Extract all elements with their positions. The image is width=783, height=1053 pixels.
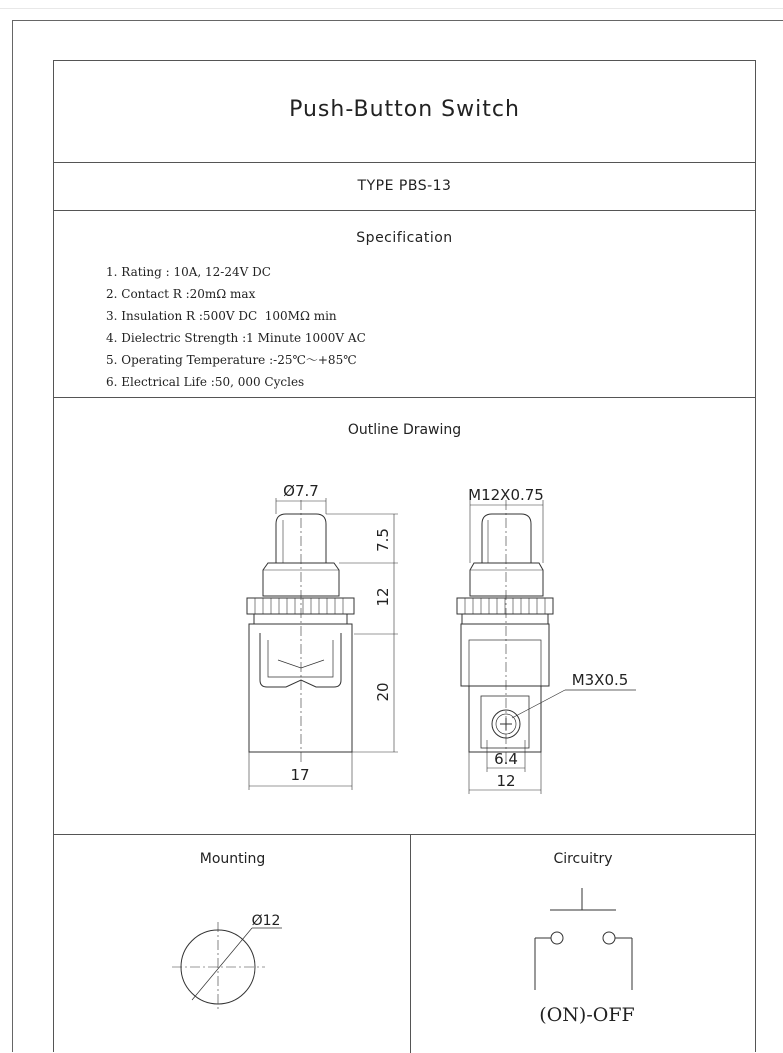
spec-item: 3. Insulation R :500V DC 100MΩ min	[106, 309, 337, 323]
mounting-hole-label: Ø12	[251, 913, 281, 929]
dim-body-width: 17	[290, 766, 310, 784]
spec-item: 4. Dielectric Strength :1 Minute 1000V AC	[106, 331, 366, 345]
page-title: Push-Button Switch	[289, 97, 520, 122]
circuit-label: (ON)-OFF	[539, 1004, 635, 1026]
dim-bushing-height: 12	[374, 587, 392, 607]
spec-item: 2. Contact R :20mΩ max	[106, 287, 256, 301]
specification-heading: Specification	[356, 230, 453, 246]
dim-terminal-width: 6.4	[494, 750, 518, 768]
circuitry-heading: Circuitry	[553, 851, 613, 867]
side-view-drawing	[457, 500, 636, 794]
spec-item: 6. Electrical Life :50, 000 Cycles	[106, 375, 305, 389]
dim-side-width: 12	[496, 772, 516, 790]
outline-heading: Outline Drawing	[347, 422, 462, 438]
spec-item: 1. Rating : 10A, 12-24V DC	[106, 265, 271, 279]
mounting-hole-drawing	[172, 922, 282, 1012]
mounting-heading: Mounting	[199, 851, 266, 867]
dim-screw: M3X0.5	[571, 671, 629, 689]
dim-thread: M12X0.75	[468, 486, 544, 504]
circuit-symbol-drawing	[535, 888, 632, 990]
dim-cap-diameter: Ø7.7	[283, 482, 319, 500]
dim-body-height: 20	[374, 682, 392, 702]
dim-cap-height: 7.5	[374, 528, 392, 552]
type-label: TYPE PBS-13	[357, 178, 452, 194]
spec-item: 5. Operating Temperature :-25℃～+85℃	[106, 353, 357, 367]
